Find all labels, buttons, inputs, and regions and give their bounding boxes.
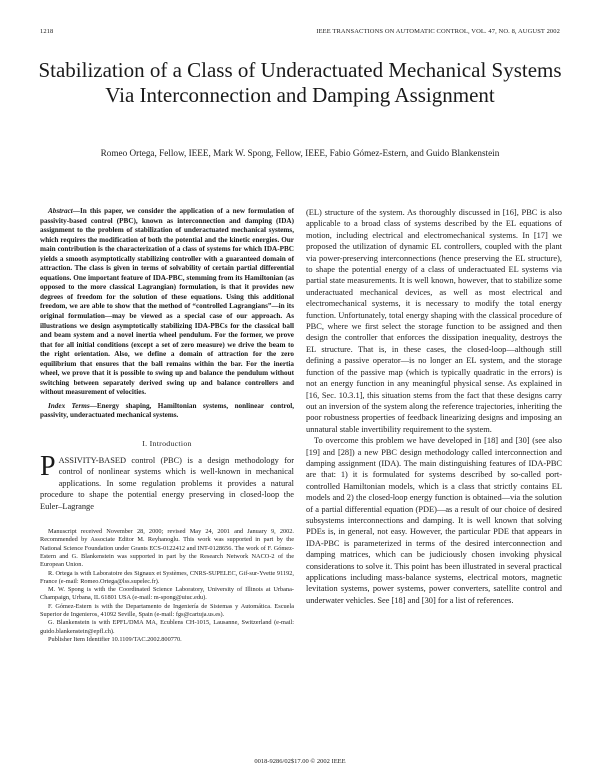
footnote: M. W. Spong is with the Coordinated Science Laboratory, University of Illinois at Urbana-Champaign, Urbana, IL 61801 USA (e-mail: m-spong@uiuc.edu). bbox=[40, 586, 294, 602]
footnote: Manuscript received November 28, 2000; revised May 24, 2001 and January 9, 2002. Recommended by Associate Editor M. Reyhanoglu. This work was supported in part by the National Science Foundation under Grants ECS-0122412 and INT-0128656. The work of F. Gómez-Estern and G. Blankenstein was supported in part by the Research Network NACO-2 of the European Union. bbox=[40, 528, 294, 569]
footnote: G. Blankenstein is with EPFL/DMA MA, Ecublens CH-1015, Lausanne, Switzerland (e-mail: guido.blankenstein@epfl.ch). bbox=[40, 619, 294, 635]
body-paragraph: To overcome this problem we have developed in [18] and [30] (see also [19] and [28]) a new PBC design methodology called interconnection and damping assignment (IDA). The main distinguishing features of IDA-PBC are that: 1) it is formulated for systems described by so-called port-controlled Hamiltonian models, which is a class that strictly contains EL models and 2) the closed-loop energy function is obtained—via the solution of a partial differential equation (PDE)—as a result of our choice of desired subsystems interconnections and damping. It is well known that solving PDEs is, in general, not easy. However, the particular PDE that appears in IDA-PBC is parameterized in terms of the desired interconnection and damping matrices, which can be judiciously chosen invoking physical considerations to solve it. This point has been illustrated in several practical applications including mass-balance systems, electrical motors, magnetic levitation systems, power systems, power converters, satellite control and underwater vehicles. See [18] and [30] for a list of references. bbox=[306, 436, 562, 605]
page-number: 1218 bbox=[40, 28, 54, 35]
section-heading-introduction: I. Introduction bbox=[142, 439, 192, 449]
footnote: F. Gómez-Estern is with the Departamento de Ingeniería de Sistemas y Automática. Escuela Superior de Ingenieros, 41092 Seville, Spain (e-mail: fgs@cartuja.us.es). bbox=[40, 602, 294, 619]
abstract-text: In this paper, we consider the application of a new formulation of passivity-based control (PBC), known as interconnection and damping (IDA) assignment to the problem of stabilization of underactuated mechanical systems, which requires the modification of both the potential and the kinetic energies. Our main contribution is the characterization of a class of systems for which IDA-PBC yields a smooth asymptotically stabilizing controller with a guaranteed domain of attraction. The class is given in terms of solvability of certain partial differential equations. One important feature of IDA-PBC, stemming from its Hamiltonian (as opposed to the more classical Lagrangian) formulation, is that it provides new degrees of freedom for the solution of these equations. Using this additional freedom, we are able to show that the method of “controlled Lagrangians”—in its original formulation—may be viewed as a special case of our approach. As illustrations we design asymptotically stabilizing IDA-PBCs for the classical ball and beam system and a novel inertia wheel pendulum. For the former, we prove that for all initial conditions (except a set of zero measure) we drive the beam to the right orientation. Also, we define a domain of attraction for the zero equilibrium that ensures that the ball remains within the bar. For the inertia wheel, we prove that it is possible to swing up and balance the pendulum without switching between separately derived swing up and balance controllers and without measurement of velocities. bbox=[40, 207, 294, 397]
intro-paragraph-text: ASSIVITY-BASED control (PBC) is a design methodology for control of nonlinear systems which is well-known in mechanical applications. In some regulation problems it provides a natural procedure to shape the potential energy preserving in closed-loop the Euler–Lagrange bbox=[40, 456, 294, 511]
footnotes bbox=[40, 528, 294, 644]
footnote: Publisher Item Identifier 10.1109/TAC.2002.800770. bbox=[48, 635, 182, 643]
paper-title: Stabilization of a Class of Underactuated Mechanical Systems Via Interconnection and Damping Assignment bbox=[38, 58, 562, 107]
author-list: Romeo Ortega, Fellow, IEEE, Mark W. Spong, Fellow, IEEE, Fabio Gómez-Estern, and Guido Blankenstein bbox=[100, 148, 500, 158]
index-terms-label: Index Terms— bbox=[48, 401, 97, 410]
index-terms-text: Energy shaping, Hamiltonian systems, nonlinear control, passivity, underactuated mechanical systems. bbox=[40, 401, 294, 420]
index-terms bbox=[40, 402, 294, 421]
left-column bbox=[40, 207, 294, 644]
footnote: R. Ortega is with Laboratoire des Signaux et Systèmes, CNRS-SUPELEC, Gif-sur-Yvette 91192, France (e-mail: Romeo.Ortega@lss.supelec.fr). bbox=[40, 569, 294, 585]
intro-paragraph bbox=[40, 451, 294, 512]
abstract-label: Abstract— bbox=[48, 207, 80, 215]
right-column bbox=[306, 207, 562, 606]
drop-cap: P bbox=[40, 451, 56, 483]
running-header: IEEE TRANSACTIONS ON AUTOMATIC CONTROL, VOL. 47, NO. 8, AUGUST 2002 bbox=[316, 28, 560, 35]
body-paragraph: (EL) structure of the system. As thoroughly discussed in [16], PBC is also applicable to a broad class of systems described by the EL equations of motion, including electrical and electromechanical systems. In [17] we proposed the utilization of dynamic EL controllers, coupled with the plant via power-preserving interconnections (hence preserving the EL structure), to shape the potential energy of a class of underactuated EL systems via partial state measurements. It is well known, however, that to stabilize some underactuated mechanical devices, as well as most electrical and electromechanical systems, it is necessary to modify the total energy function. Unfortunately, total energy shaping with the classical procedure of PBC, where we first select the storage function to be assigned and then design the controller that enforces the dissipation inequality, destroys the EL structure. That is, in these cases, the closed-loop—although still defining a passive operator—is no longer an EL system, and the storage function of the passive map (which is typically quadratic in the errors) is not an energy function in any meaningful physical sense. As explained in [16, Sec. 10.3.1], this situation stems from the fact that these designs carry out an inversion of the system along the reference trajectories, inheriting the poor robustness properties of feedback linearizing designs and imposing an unnatural stable invertibility requirement to the system. bbox=[306, 208, 562, 434]
abstract bbox=[40, 207, 294, 398]
copyright-footer: 0018-9286/02$17.00 © 2002 IEEE bbox=[254, 758, 346, 765]
